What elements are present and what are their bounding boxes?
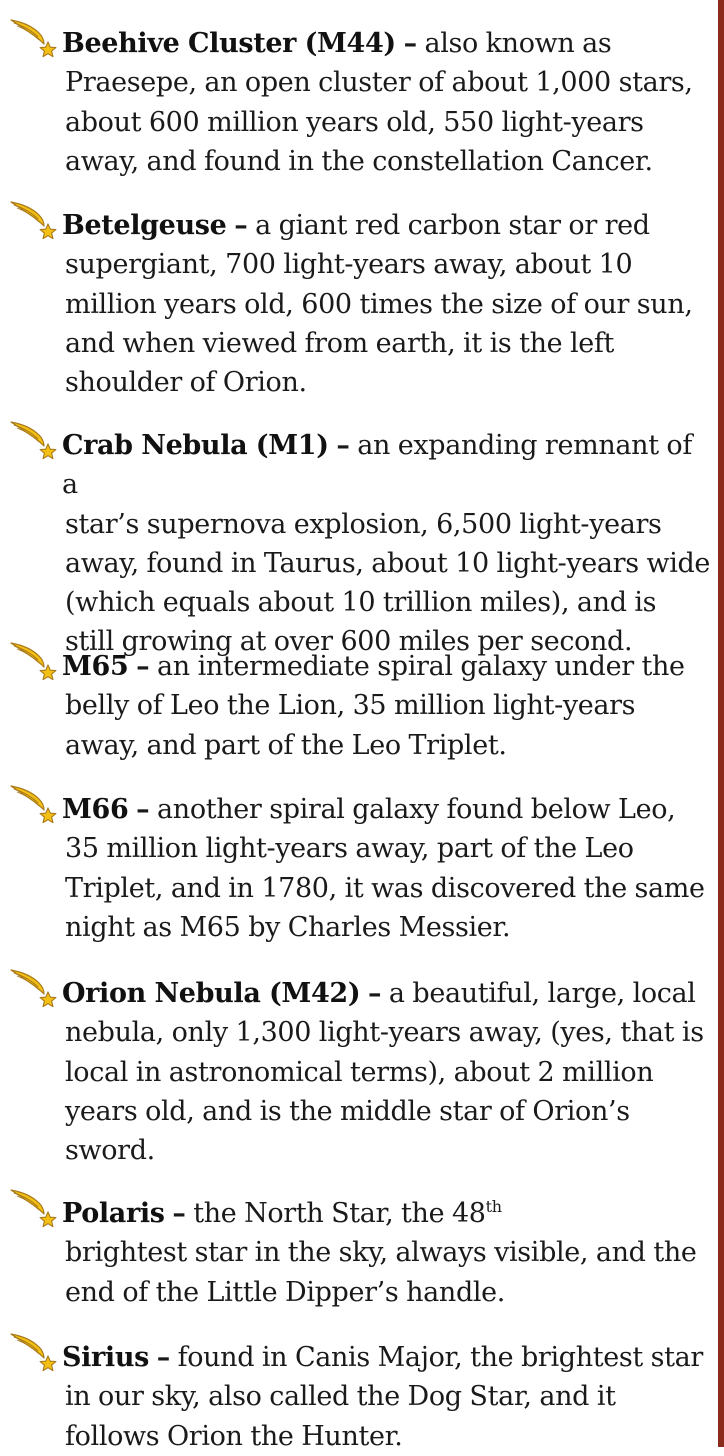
entry-description: 35 million light-years away, part of the Leo Triplet, and in 1780, it was discovered the same night as M65 by Charles Messier.: [65, 833, 705, 943]
entry-description: in our sky, also called the Dog Star, and it follows Orion the Hunter.: [65, 1381, 616, 1452]
shooting-star-icon: [8, 418, 62, 464]
entry-name: M66: [62, 794, 129, 825]
entry-name: Betelgeuse: [62, 210, 227, 241]
entry-description-start: a giant red carbon star or red: [255, 210, 650, 241]
entry-description: supergiant, 700 light-years away, about 10 million years old, 600 times the size of our sun, and when viewed from earth, it is the left shoulder of Orion.: [65, 249, 693, 399]
entry-dash: –: [234, 210, 248, 241]
entry-description-start: found in Canis Major, the brightest star: [177, 1342, 703, 1373]
entry-text: [62, 790, 712, 947]
entry-name: Polaris: [62, 1198, 165, 1229]
shooting-star-icon: [8, 198, 62, 244]
entry-dash: –: [136, 794, 150, 825]
entry-text: [62, 1338, 712, 1456]
entry-description: belly of Leo the Lion, 35 million light-years away, and part of the Leo Triplet.: [65, 690, 636, 761]
entry-text: [62, 1194, 712, 1312]
entry-dash: –: [336, 430, 350, 461]
entry-dash: –: [172, 1198, 186, 1229]
entry-text: [62, 647, 712, 765]
entry-description-start: the North Star, the 48: [193, 1198, 486, 1229]
entry-name: Orion Nebula (M42): [62, 978, 361, 1009]
entry-name: Sirius: [62, 1342, 149, 1373]
entry-description: Praesepe, an open cluster of about 1,000 stars, about 600 million years old, 550 light-years away, and found in the constellation Cancer.: [65, 67, 693, 177]
entry-name: M65: [62, 651, 129, 682]
shooting-star-icon: [8, 639, 62, 685]
entry-dash: –: [136, 651, 150, 682]
entry-description: star’s supernova explosion, 6,500 light-years away, found in Taurus, about 10 light-years wide (which equals about 10 trillion miles), and is still growing at over 600 miles per second.: [65, 508, 711, 658]
page-border: [718, 0, 724, 1447]
shooting-star-icon: [8, 1186, 62, 1232]
entry-dash: –: [156, 1342, 170, 1373]
entry-description-start: an intermediate spiral galaxy under the: [157, 651, 685, 682]
shooting-star-icon: [8, 782, 62, 828]
entry-dash: –: [368, 978, 382, 1009]
entry-description-start: an expanding remnant of a: [62, 430, 692, 501]
entry-name: Crab Nebula (M1): [62, 430, 329, 461]
entry-name: Beehive Cluster (M44): [62, 28, 396, 59]
ordinal-suffix: th: [485, 1197, 502, 1216]
entry-text: [62, 426, 712, 662]
entry-dash: –: [403, 28, 417, 59]
entry-text: [62, 974, 712, 1170]
shooting-star-icon: [8, 1330, 62, 1376]
entry-description: nebula, only 1,300 light-years away, (yes, that is local in astronomical terms), about 2 million years old, and is the middle star of Orion’s sword.: [65, 1017, 704, 1167]
entry-description-start: a beautiful, large, local: [388, 978, 696, 1009]
entry-description-start: another spiral galaxy found below Leo,: [157, 794, 676, 825]
shooting-star-icon: [8, 966, 62, 1012]
entry-description: brightest star in the sky, always visible, and the end of the Little Dipper’s handle.: [65, 1237, 697, 1308]
entry-text: [62, 24, 712, 181]
shooting-star-icon: [8, 16, 62, 62]
entry-text: [62, 206, 712, 402]
entry-description-start: also known as: [424, 28, 612, 59]
